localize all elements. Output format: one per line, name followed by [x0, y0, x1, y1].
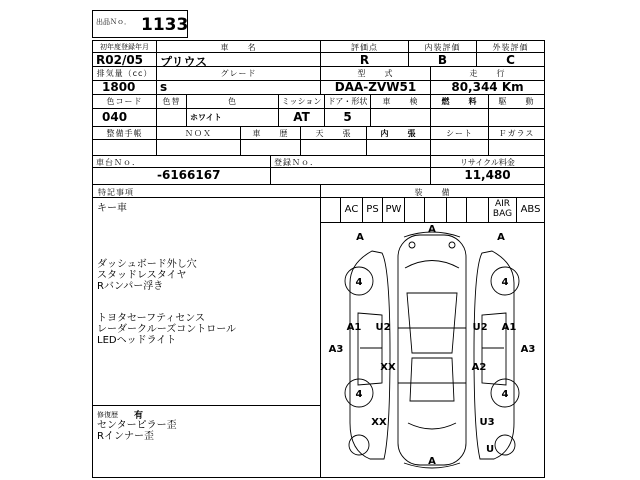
chassis-label: 車台Ｎｏ． [96, 158, 141, 167]
chassis-value: -6166167 [157, 168, 221, 182]
damage-a3-left: A3 [328, 344, 344, 355]
note-line: トヨタセーフティセンス [97, 313, 205, 324]
note-line: スタッドレスタイヤ [97, 270, 187, 281]
damage-a-bottom: A [428, 456, 436, 467]
roof-label: 天 張 [315, 129, 352, 138]
damage-a-top-right: A [497, 232, 505, 243]
note-line: ダッシュボード外し穴 [97, 259, 197, 270]
repair-value: 有 [134, 411, 144, 421]
recycle-label: リサイクル料金 [460, 158, 515, 167]
car-name-label: 車 名 [220, 43, 257, 52]
maintenance-label: 整備手帳 [106, 129, 143, 138]
car-name-value: プリウス [160, 55, 208, 69]
grade-value: s [160, 80, 168, 94]
mission-label: ミッション [281, 97, 322, 106]
exterior-score-value: C [506, 53, 515, 67]
equipment-label: 装 備 [414, 188, 451, 197]
inspection-label: 車 検 [382, 97, 419, 106]
recycle-value: 11,480 [464, 168, 511, 182]
lot-number-value: 1133 [141, 15, 189, 35]
damage-tire-rr: 4 [501, 389, 509, 400]
fuel-label: 燃 料 [441, 97, 478, 106]
reg-no-label: 登録Ｎｏ． [274, 158, 319, 167]
nox-label: ＮＯＸ [185, 129, 212, 138]
damage-a1-right: A1 [501, 322, 517, 333]
damage-tire-fr: 4 [501, 277, 509, 288]
color-label: 色 [228, 97, 237, 106]
damage-u-bottom: U [485, 444, 495, 455]
exterior-score-label: 外装評価 [492, 43, 529, 52]
mileage-label: 走 行 [469, 69, 506, 78]
model-value: DAA-ZVW51 [334, 80, 417, 94]
first-reg-value: R02/05 [96, 53, 144, 67]
equip-abs: ABS [520, 204, 541, 215]
interior-score-label: 内装評価 [424, 43, 461, 52]
model-label: 型 式 [357, 69, 394, 78]
doors-label: ドア・形状 [327, 97, 368, 106]
note-line: LEDヘッドライト [97, 335, 177, 346]
seat-label: シート [446, 129, 473, 138]
damage-tire-fl: 4 [355, 277, 363, 288]
damage-xx-mid: XX [380, 362, 396, 373]
interior-trim-label: 内 張 [380, 129, 417, 138]
damage-xx-low: XX [371, 417, 387, 428]
damage-u2-right: U2 [472, 322, 488, 333]
equip-airbag: AIR BAG [492, 199, 513, 219]
displacement-value: 1800 [102, 80, 136, 94]
damage-tire-rl: 4 [355, 389, 363, 400]
damage-a-top-left: A [356, 232, 364, 243]
displacement-label: 排気量（cc） [96, 69, 153, 78]
score-label: 評価点 [351, 43, 378, 52]
glass-label: Ｆガラス [498, 129, 535, 138]
notes-block-1 [97, 259, 197, 292]
color-swap-label: 色替 [162, 97, 181, 106]
grade-label: グレード [220, 69, 257, 78]
note-line: レーダークルーズコントロール [97, 324, 236, 335]
notes-label: 特記事項 [98, 188, 134, 197]
mission-value: AT [293, 110, 310, 124]
history-label: 車 歴 [252, 129, 289, 138]
color-code-value: 040 [102, 110, 128, 124]
damage-a2-right: A2 [471, 362, 487, 373]
doors-value: 5 [343, 110, 352, 124]
interior-score-value: B [437, 53, 448, 67]
first-reg-label: 初年度登録年月 [100, 43, 149, 51]
note-line: Rバンパー浮き [97, 281, 164, 292]
score-value: R [359, 53, 370, 67]
equip-ps: PS [366, 204, 379, 215]
repair-label: 修復歴 [97, 411, 118, 419]
lot-number-label: 出品Ｎｏ． [96, 18, 131, 26]
equip-ac: AC [344, 204, 359, 215]
equip-pw: PW [385, 204, 402, 215]
repair-item: Rインナー歪 [97, 431, 154, 442]
damage-u3-right: U3 [479, 417, 495, 428]
repair-items [97, 420, 177, 442]
note-key: キー車 [97, 203, 127, 214]
damage-a1-left: A1 [346, 322, 362, 333]
damage-u2-left: U2 [375, 322, 391, 333]
color-code-label: 色コード [106, 97, 143, 106]
notes-block-2 [97, 313, 236, 346]
mileage-value: 80,344 Km [451, 80, 524, 94]
damage-a-top: A [428, 224, 436, 235]
car-diagram [320, 223, 544, 477]
damage-a3-right: A3 [520, 344, 536, 355]
color-value: ホワイト [190, 113, 222, 122]
drive-label: 駆 動 [498, 97, 535, 106]
repair-item: センターピラー歪 [97, 420, 177, 431]
